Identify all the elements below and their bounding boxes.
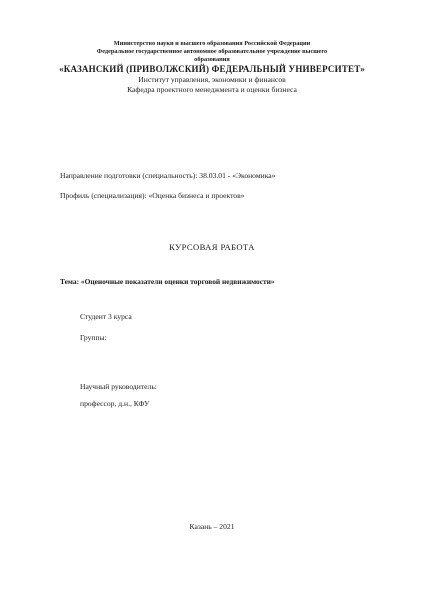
city-year-footer: Казань – 2021 — [189, 522, 235, 531]
supervisor-name: профессор, д.н., КФУ — [80, 399, 150, 408]
title-page-header — [40, 40, 384, 95]
university-name: «КАЗАНСКИЙ (ПРИВОЛЖСКИЙ) ФЕДЕРАЛЬНЫЙ УНИВЕРСИТЕТ» — [59, 64, 365, 74]
department-line: Кафедра проектного менеджмента и оценки бизнеса — [127, 85, 297, 94]
institution-type-line: Федеральное государственное автономное образовательное учреждение высшего — [96, 48, 328, 55]
study-direction: Направление подготовки (специальность): 38.03.01 - «Экономика» — [60, 171, 276, 180]
ministry-line: Министерство науки и высшего образования Российской Федерации — [113, 40, 311, 47]
work-theme: Тема: «Оценочные показатели оценки торговой недвижимости» — [60, 277, 275, 286]
education-line: образования — [194, 56, 230, 63]
student-line: Студент 3 курса — [80, 312, 132, 321]
work-title: КУРСОВАЯ РАБОТА — [169, 242, 255, 252]
supervisor-label: Научный руководитель: — [80, 382, 157, 391]
study-profile: Профиль (специализация): «Оценка бизнеса и проектов» — [60, 191, 245, 200]
institute-line: Институт управления, экономики и финансов — [138, 75, 286, 84]
group-line: Группы: — [80, 333, 107, 342]
